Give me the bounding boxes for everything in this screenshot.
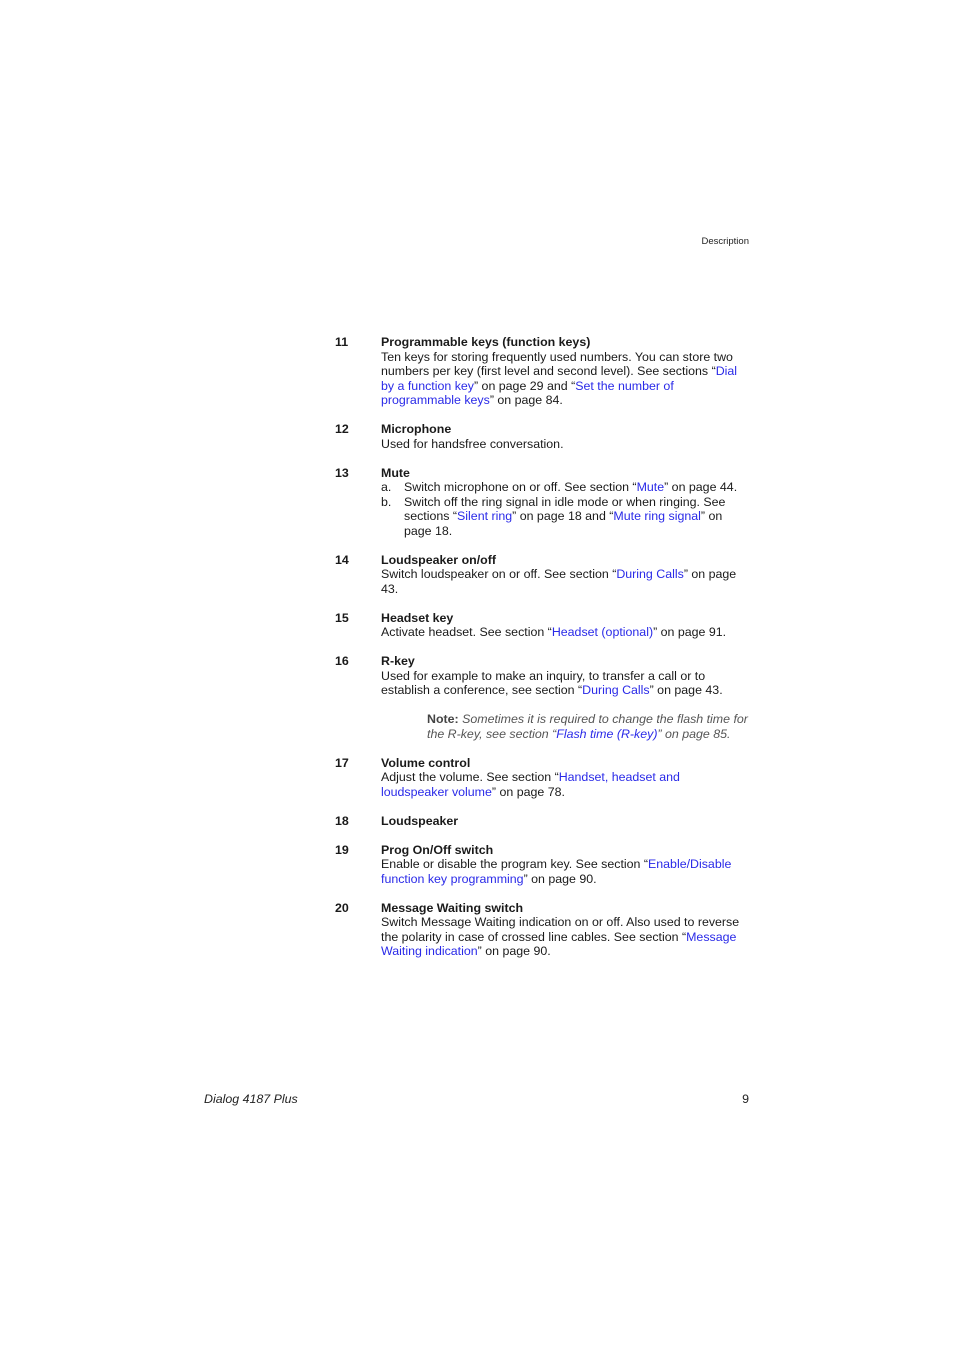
list-item: [335, 611, 750, 640]
link-during-calls[interactable]: During Calls: [616, 567, 684, 581]
sub-item: a. Switch microphone on or off. See section “Mute” on page 44.: [381, 480, 738, 494]
item-description: Enable or disable the program key. See section “Enable/Disable function key programming” on page 90.: [381, 857, 732, 886]
item-description: Switch loudspeaker on or off. See section “During Calls” on page 43.: [381, 567, 737, 596]
sub-item-label: a.: [381, 480, 392, 494]
sub-item-label: b.: [381, 494, 392, 509]
item-title: Headset key: [381, 610, 454, 625]
note: Note: Sometimes it is required to change the flash time for the R-key, see section “Flash time (R-key)” on page 85.: [427, 712, 748, 741]
item-title: R-key: [381, 654, 415, 668]
link-volume[interactable]: Handset, headset and loudspeaker volume: [381, 770, 680, 799]
item-description: Activate headset. See section “Headset (optional)” on page 91.: [381, 625, 727, 639]
link-enable-disable-programming[interactable]: Enable/Disable function key programming: [381, 857, 732, 886]
link-mute[interactable]: Mute: [636, 480, 665, 494]
item-title: Mute: [381, 465, 410, 480]
list-item: [335, 901, 750, 959]
link-headset-optional[interactable]: Headset (optional): [551, 625, 654, 639]
item-number: 20: [335, 900, 349, 915]
link-mute-ring-signal[interactable]: Mute ring signal: [613, 509, 701, 523]
item-number: 12: [335, 422, 349, 436]
item-title: Programmable keys (function keys): [381, 335, 591, 349]
list-item: [335, 654, 750, 698]
item-title: Volume control: [381, 755, 471, 770]
link-silent-ring[interactable]: Silent ring: [457, 509, 513, 523]
sub-item: b. Switch off the ring signal in idle mode or when ringing. See sections “Silent ring” on page 18 and “Mute ring signal” on page 18.: [381, 494, 726, 538]
link-flash-time[interactable]: Flash time (R-key): [556, 726, 658, 741]
item-title: Loudspeaker: [381, 813, 459, 828]
link-message-waiting-indication[interactable]: Message Waiting indication: [381, 929, 737, 958]
item-number: 15: [335, 610, 349, 625]
item-number: 17: [335, 755, 349, 770]
item-number: 13: [335, 465, 349, 480]
list-item: [335, 756, 750, 800]
page-header: Description: [701, 236, 749, 247]
link-set-number-programmable-keys[interactable]: Set the number of programmable keys: [381, 378, 674, 407]
item-number: 11: [335, 335, 349, 349]
link-dial-by-function-key[interactable]: Dial by a function key: [381, 364, 738, 393]
item-number: 14: [335, 552, 349, 567]
list-item: [335, 553, 750, 597]
item-title: Message Waiting switch: [381, 900, 524, 915]
list-item: [335, 466, 750, 539]
item-title: Loudspeaker on/off: [381, 552, 496, 567]
item-number: 18: [335, 813, 349, 828]
list-item: [335, 814, 750, 829]
list-item: [335, 843, 750, 887]
item-description: Adjust the volume. See section “Handset, headset and loudspeaker volume” on page 78.: [381, 770, 680, 799]
item-number: 19: [335, 842, 349, 857]
item-title: Prog On/Off switch: [381, 842, 494, 857]
list-item: [335, 422, 750, 451]
footer-page-number: 9: [742, 1092, 749, 1106]
item-description: Switch Message Waiting indication on or off. Also used to reverse the polarity in case of crossed line cables. See section “Message Waiting indication” on page 90.: [381, 915, 740, 958]
item-description: Used for handsfree conversation.: [381, 436, 564, 451]
note-label: Note:: [427, 712, 459, 726]
footer-product-name: Dialog 4187 Plus: [204, 1092, 298, 1106]
item-number: 16: [335, 654, 349, 668]
item-description: Used for example to make an inquiry, to transfer a call or to establish a conference, see section “During Calls” on page 43.: [381, 668, 723, 697]
item-title: Microphone: [381, 422, 452, 436]
item-description: Ten keys for storing frequently used numbers. You can store two numbers per key (first level and second level). See sections “Dial by a function key” on page 29 and “Set the number of programmable keys” on page 84.: [381, 349, 738, 407]
description-list: [335, 335, 750, 973]
list-item: [335, 335, 750, 408]
link-during-calls[interactable]: During Calls: [582, 683, 650, 697]
